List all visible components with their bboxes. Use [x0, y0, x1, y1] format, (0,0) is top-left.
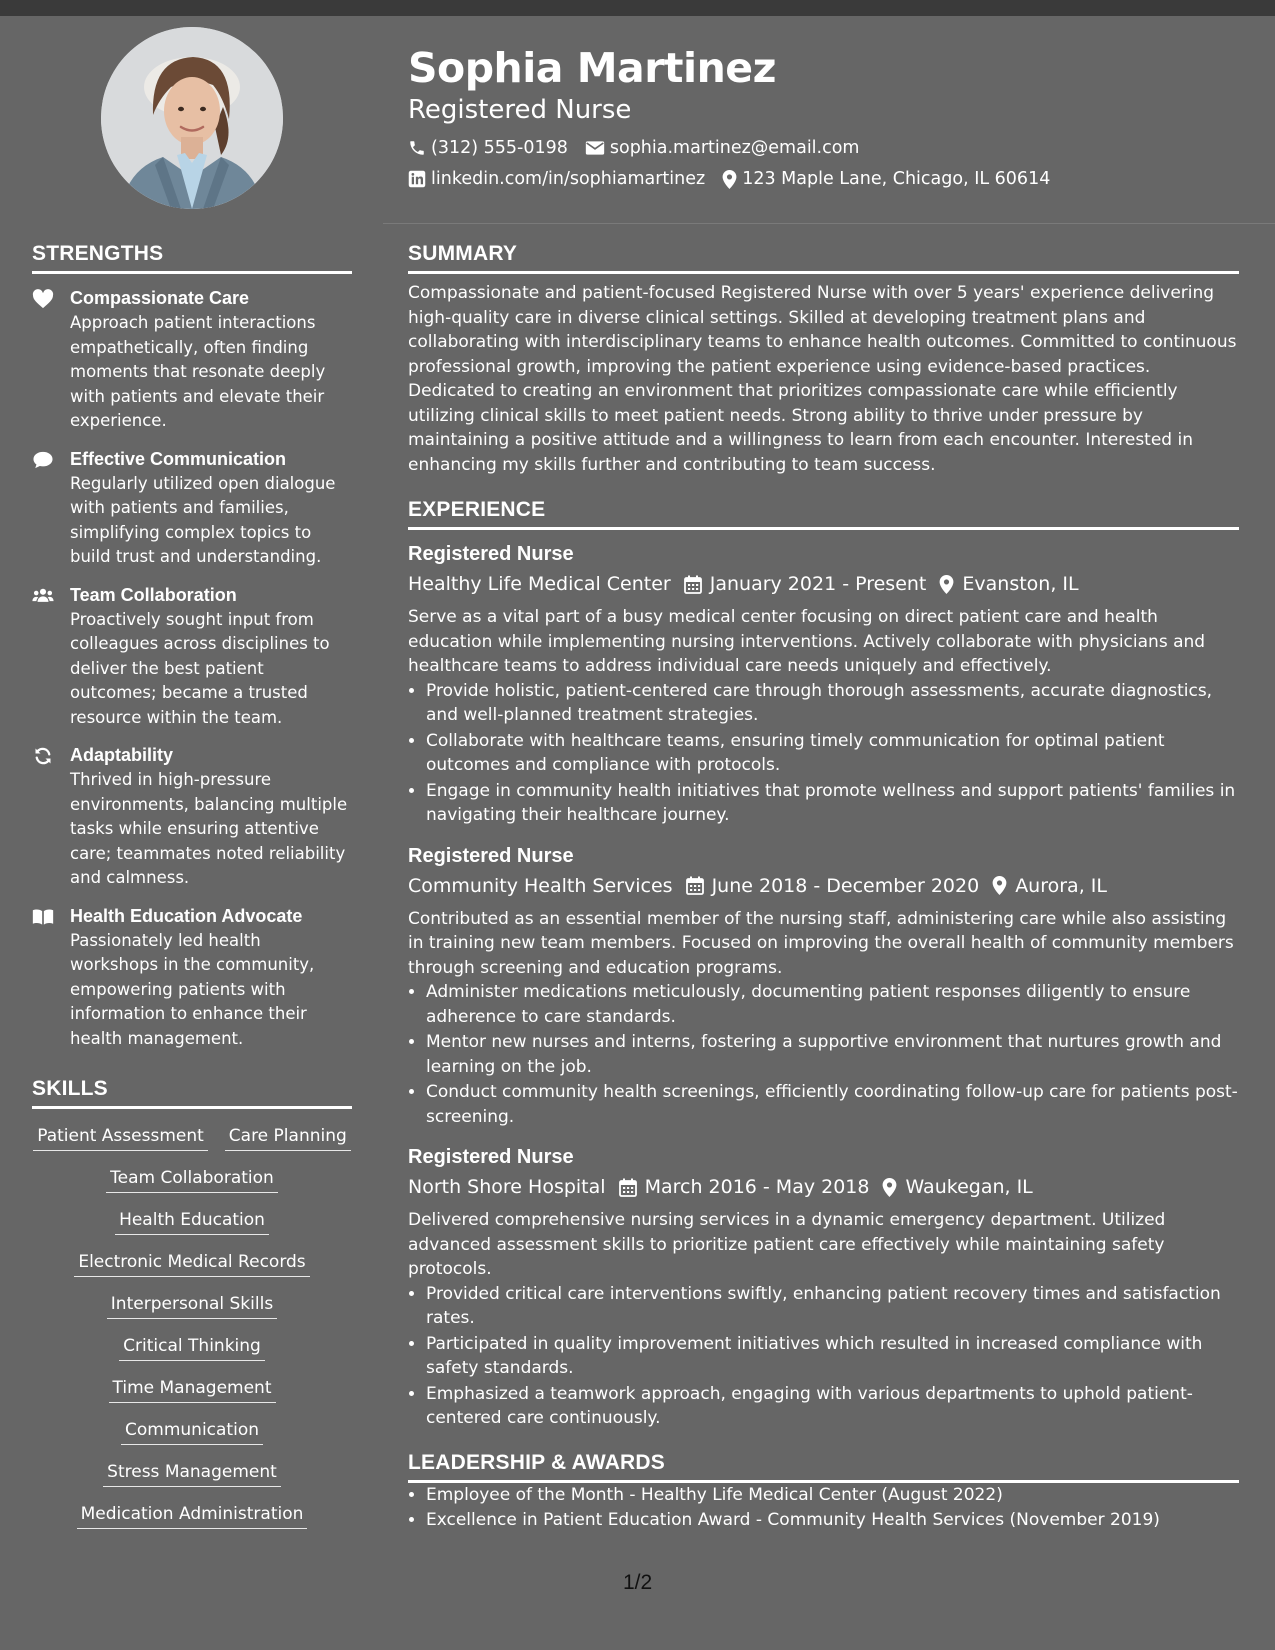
job-description: Serve as a vital part of a busy medical center focusing on direct patient care and health education while implementing nursing interventions. Actively collaborate with physicians and healthcare teams to address individual care needs uniquely and effectively. — [408, 607, 1206, 676]
job-company: Community Health Services — [408, 874, 673, 897]
job-bullet: • Collaborate with healthcare teams, ensuring timely communication for optimal patient outcomes and compliance with protocols. — [426, 729, 1239, 778]
email-contact — [585, 136, 860, 160]
strength-title: Adaptability — [70, 745, 174, 765]
contact-row-2 — [408, 167, 1067, 191]
awards-list — [408, 1483, 1239, 1533]
job-location: Evanston, IL — [962, 573, 1079, 595]
map-pin-icon — [939, 575, 954, 594]
phone-icon — [408, 139, 426, 157]
calendar-icon — [684, 575, 702, 594]
street-address: 123 Maple Lane, Chicago, IL 60614 — [742, 169, 1051, 189]
skill-tag: Patient Assessment — [33, 1125, 208, 1151]
job-company: Healthy Life Medical Center — [408, 573, 671, 595]
skill-tag: Interpersonal Skills — [107, 1293, 277, 1319]
job-title: Registered Nurse — [408, 543, 574, 565]
job-bullets — [408, 1282, 1239, 1431]
job-bullet: • Emphasized a teamwork approach, engaging with various departments to uphold patient-centered care continuously. — [426, 1382, 1239, 1431]
contact-row-1 — [408, 136, 876, 160]
strength-title: Effective Communication — [70, 448, 287, 469]
experience-heading: EXPERIENCE — [408, 496, 1239, 530]
book-icon — [32, 907, 54, 927]
strength-description: Regularly utilized open dialogue with patients and families, simplifying complex topics to build trust and understanding. — [70, 473, 336, 566]
skill-tag: Time Management — [109, 1377, 276, 1403]
skill-tag: Care Planning — [225, 1125, 351, 1151]
skill-tag: Health Education — [115, 1209, 269, 1235]
job-bullet: • Administer medications meticulously, documenting patient responses diligently to ensure adherence to care standards. — [426, 980, 1239, 1029]
skill-tag: Communication — [121, 1419, 263, 1445]
calendar-icon — [619, 1178, 637, 1197]
strength-title: Health Education Advocate — [70, 905, 303, 926]
skill-tag: Electronic Medical Records — [74, 1251, 309, 1277]
job-entry — [408, 1143, 1239, 1431]
job-description: Delivered comprehensive nursing services in a dynamic emergency department. Utilized advanced assessment skills to prioritize patient care effectively while maintaining safety protocols. — [408, 1210, 1166, 1279]
job-location: Waukegan, IL — [905, 1176, 1033, 1198]
job-bullet: • Participated in quality improvement initiatives which resulted in increased compliance with safety standards. — [426, 1332, 1239, 1381]
job-bullet: • Provided critical care interventions swiftly, enhancing patient recovery times and satisfaction rates. — [426, 1282, 1239, 1331]
job-bullet: • Provide holistic, patient-centered care through thorough assessments, accurate diagnostics, and well-planned treatment strategies. — [426, 679, 1239, 728]
calendar-icon — [686, 876, 704, 895]
candidate-title: Registered Nurse — [408, 95, 632, 125]
skills-heading: SKILLS — [32, 1075, 352, 1109]
award-item: • Excellence in Patient Education Award - Community Health Services (November 2019) — [426, 1508, 1239, 1533]
address-contact — [722, 167, 1050, 191]
job-dates: January 2021 - Present — [709, 573, 927, 595]
phone-number[interactable]: (312) 555-0198 — [431, 138, 568, 158]
strength-item — [32, 743, 352, 891]
linkedin-url[interactable]: linkedin.com/in/sophiamartinez — [431, 169, 706, 189]
skill-tag: Medication Administration — [77, 1503, 308, 1529]
job-bullet: • Engage in community health initiatives that promote wellness and support patients' families in navigating their healthcare journey. — [426, 779, 1239, 828]
right-column — [408, 240, 1239, 1534]
top-bar — [0, 0, 1275, 16]
awards-heading: LEADERSHIP & AWARDS — [408, 1449, 1239, 1483]
left-column — [32, 240, 352, 1529]
heart-icon — [32, 289, 54, 309]
job-entry — [408, 540, 1239, 828]
strength-item — [32, 904, 352, 1052]
strength-description: Passionately led health workshops in the community, empowering patients with information to enhance their health management. — [70, 930, 315, 1048]
candidate-name: Sophia Martinez — [408, 44, 776, 92]
page-number: 1/2 — [623, 1571, 653, 1594]
strength-item — [32, 583, 352, 731]
strength-title: Team Collaboration — [70, 584, 237, 605]
job-company: North Shore Hospital — [408, 1176, 606, 1198]
awards-section — [408, 1449, 1239, 1533]
linkedin-contact — [408, 167, 705, 191]
refresh-icon — [32, 746, 54, 766]
job-entry — [408, 842, 1239, 1130]
strength-item — [32, 286, 352, 434]
profile-photo — [101, 27, 283, 209]
experience-section — [408, 496, 1239, 1431]
summary-heading: SUMMARY — [408, 240, 1239, 274]
strength-title: Compassionate Care — [70, 288, 250, 308]
job-bullet: • Conduct community health screenings, efficiently coordinating follow-up care for patients post-screening. — [426, 1080, 1239, 1129]
job-meta — [408, 569, 1239, 599]
strength-description: Proactively sought input from colleagues across disciplines to deliver the best patient outcomes; became a trusted resource within the team. — [70, 609, 330, 727]
job-meta — [408, 1172, 1239, 1202]
award-item: • Employee of the Month - Healthy Life Medical Center (August 2022) — [426, 1483, 1239, 1508]
speech-bubble-icon — [32, 450, 54, 470]
job-dates: June 2018 - December 2020 — [711, 874, 980, 897]
skills-section — [32, 1075, 352, 1529]
strengths-list — [32, 286, 352, 1051]
skill-tag: Critical Thinking — [119, 1335, 265, 1361]
phone-contact — [408, 136, 568, 160]
job-bullets — [408, 679, 1239, 828]
envelope-icon — [585, 140, 605, 156]
job-description: Contributed as an essential member of the nursing staff, administering care while also assisting in training new team members. Focused on improving the overall health of community members through screening and education programs. — [408, 908, 1234, 978]
job-title: Registered Nurse — [408, 844, 574, 867]
users-icon — [32, 586, 54, 606]
job-title: Registered Nurse — [408, 1146, 574, 1168]
job-meta — [408, 871, 1239, 901]
strength-description: Thrived in high-pressure environments, balancing multiple tasks while ensuring attentive care; teammates noted reliability and calmness. — [70, 770, 348, 887]
map-pin-icon — [992, 876, 1007, 895]
strength-item — [32, 447, 352, 570]
job-dates: March 2016 - May 2018 — [644, 1176, 870, 1198]
summary-text: Compassionate and patient-focused Registered Nurse with over 5 years' experience delivering high-quality care in diverse clinical settings. Skilled at developing treatment plans and collaborating with interdisciplinary teams to enhance health outcomes. Committed to continuous professional growth, improving the patient experience using evidence-based practices. Dedicated to creating an environment that prioritizes compassionate care while efficiently utilizing clinical skills to meet patient needs. Strong ability to thrive under pressure by maintaining a positive attitude and a willingness to learn from each encounter. Interested in enhancing my skills further and contributing to team success. — [408, 283, 1237, 475]
skill-tag: Stress Management — [103, 1461, 281, 1487]
skills-list — [32, 1125, 352, 1529]
job-bullets — [408, 980, 1239, 1129]
job-location: Aurora, IL — [1015, 874, 1107, 897]
job-bullet: • Mentor new nurses and interns, fostering a supportive environment that nurtures growth and learning on the job. — [426, 1030, 1239, 1079]
map-pin-icon — [882, 1178, 897, 1197]
skill-tag: Team Collaboration — [106, 1167, 278, 1193]
header-divider — [383, 223, 1275, 224]
linkedin-icon — [408, 170, 426, 188]
email-address[interactable]: sophia.martinez@email.com — [609, 138, 860, 158]
strength-description: Approach patient interactions empathetically, often finding moments that resonate deeply with patients and elevate their experience. — [70, 313, 326, 430]
map-pin-icon — [722, 170, 737, 189]
strengths-heading: STRENGTHS — [32, 240, 352, 274]
